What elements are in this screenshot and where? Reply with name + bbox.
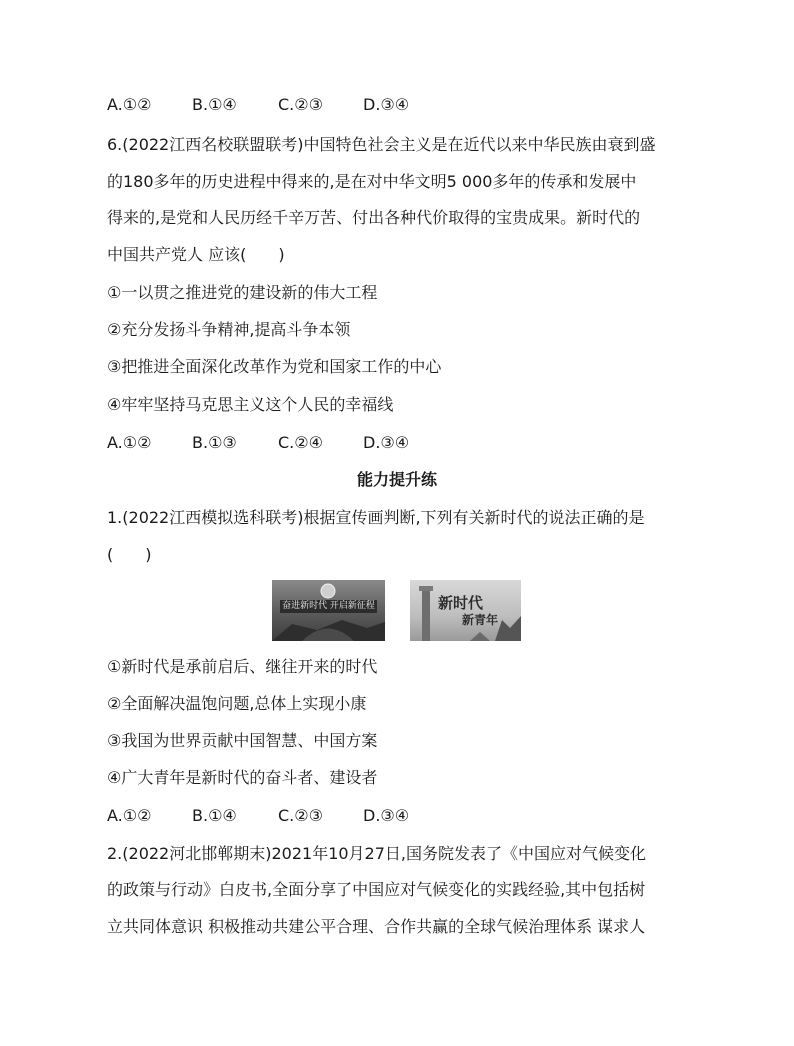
propaganda-poster-image-left: [272, 580, 385, 641]
q1-item-1: ①新时代是承前启后、继往开来的时代: [107, 657, 378, 676]
q1-stem-line-2: ( ): [107, 545, 152, 564]
q5-options: [107, 95, 409, 115]
q1-item-3: ③我国为世界贡献中国智慧、中国方案: [107, 731, 378, 750]
q1-item-4: ④广大青年是新时代的奋斗者、建设者: [107, 768, 378, 787]
option-b: B.①③: [192, 433, 237, 452]
option-d: D.③④: [363, 95, 410, 114]
q1-options: [107, 806, 409, 826]
propaganda-poster-image-right: [410, 580, 521, 641]
poster-right-subtitle: 新青年: [462, 613, 499, 627]
option-d: D.③④: [363, 806, 410, 825]
option-b: B.①④: [192, 95, 237, 114]
option-c: C.②③: [278, 806, 323, 825]
q1-item-2: ②全面解决温饱问题,总体上实现小康: [107, 694, 367, 713]
q6-item-1: ①一以贯之推进党的建设新的伟大工程: [107, 283, 378, 302]
option-c: C.②④: [278, 433, 323, 452]
option-c: C.②③: [278, 95, 323, 114]
q2-stem-line-2: 的政策与行动》白皮书,全面分享了中国应对气候变化的实践经验,其中包括树: [107, 880, 646, 899]
q6-stem-line-3: 得来的,是党和人民历经千辛万苦、付出各种代价取得的宝贵成果。新时代的: [107, 208, 641, 227]
option-b: B.①④: [192, 806, 237, 825]
option-a: A.①②: [107, 806, 152, 825]
poster-right-title: 新时代: [438, 594, 484, 612]
q2-stem-line-1: 2.(2022河北邯郸期末)2021年10月27日,国务院发表了《中国应对气候变化: [107, 844, 646, 863]
q1-stem-line-1: 1.(2022江西模拟选科联考)根据宣传画判断,下列有关新时代的说法正确的是: [107, 508, 645, 527]
q6-stem-line-4: 中国共产党人 应该( ): [107, 245, 285, 264]
poster-left-caption: 奋进新时代 开启新征程: [280, 600, 377, 613]
option-a: A.①②: [107, 95, 152, 114]
q6-options: [107, 433, 409, 453]
option-a: A.①②: [107, 433, 152, 452]
q6-item-2: ②充分发扬斗争精神,提高斗争本领: [107, 320, 351, 339]
q6-stem-line-2: 的180多年的历史进程中得来的,是在对中华文明5 000多年的传承和发展中: [107, 172, 637, 191]
q6-item-3: ③把推进全面深化改革作为党和国家工作的中心: [107, 357, 442, 376]
q6-stem-line-1: 6.(2022江西名校联盟联考)中国特色社会主义是在近代以来中华民族由衰到盛: [107, 135, 656, 154]
option-d: D.③④: [363, 433, 410, 452]
q2-stem-line-3: 立共同体意识 积极推动共建公平合理、合作共赢的全球气候治理体系 谋求人: [107, 917, 646, 936]
q6-item-4: ④牢牢坚持马克思主义这个人民的幸福线: [107, 395, 394, 414]
section-title: 能力提升练: [356, 470, 437, 489]
